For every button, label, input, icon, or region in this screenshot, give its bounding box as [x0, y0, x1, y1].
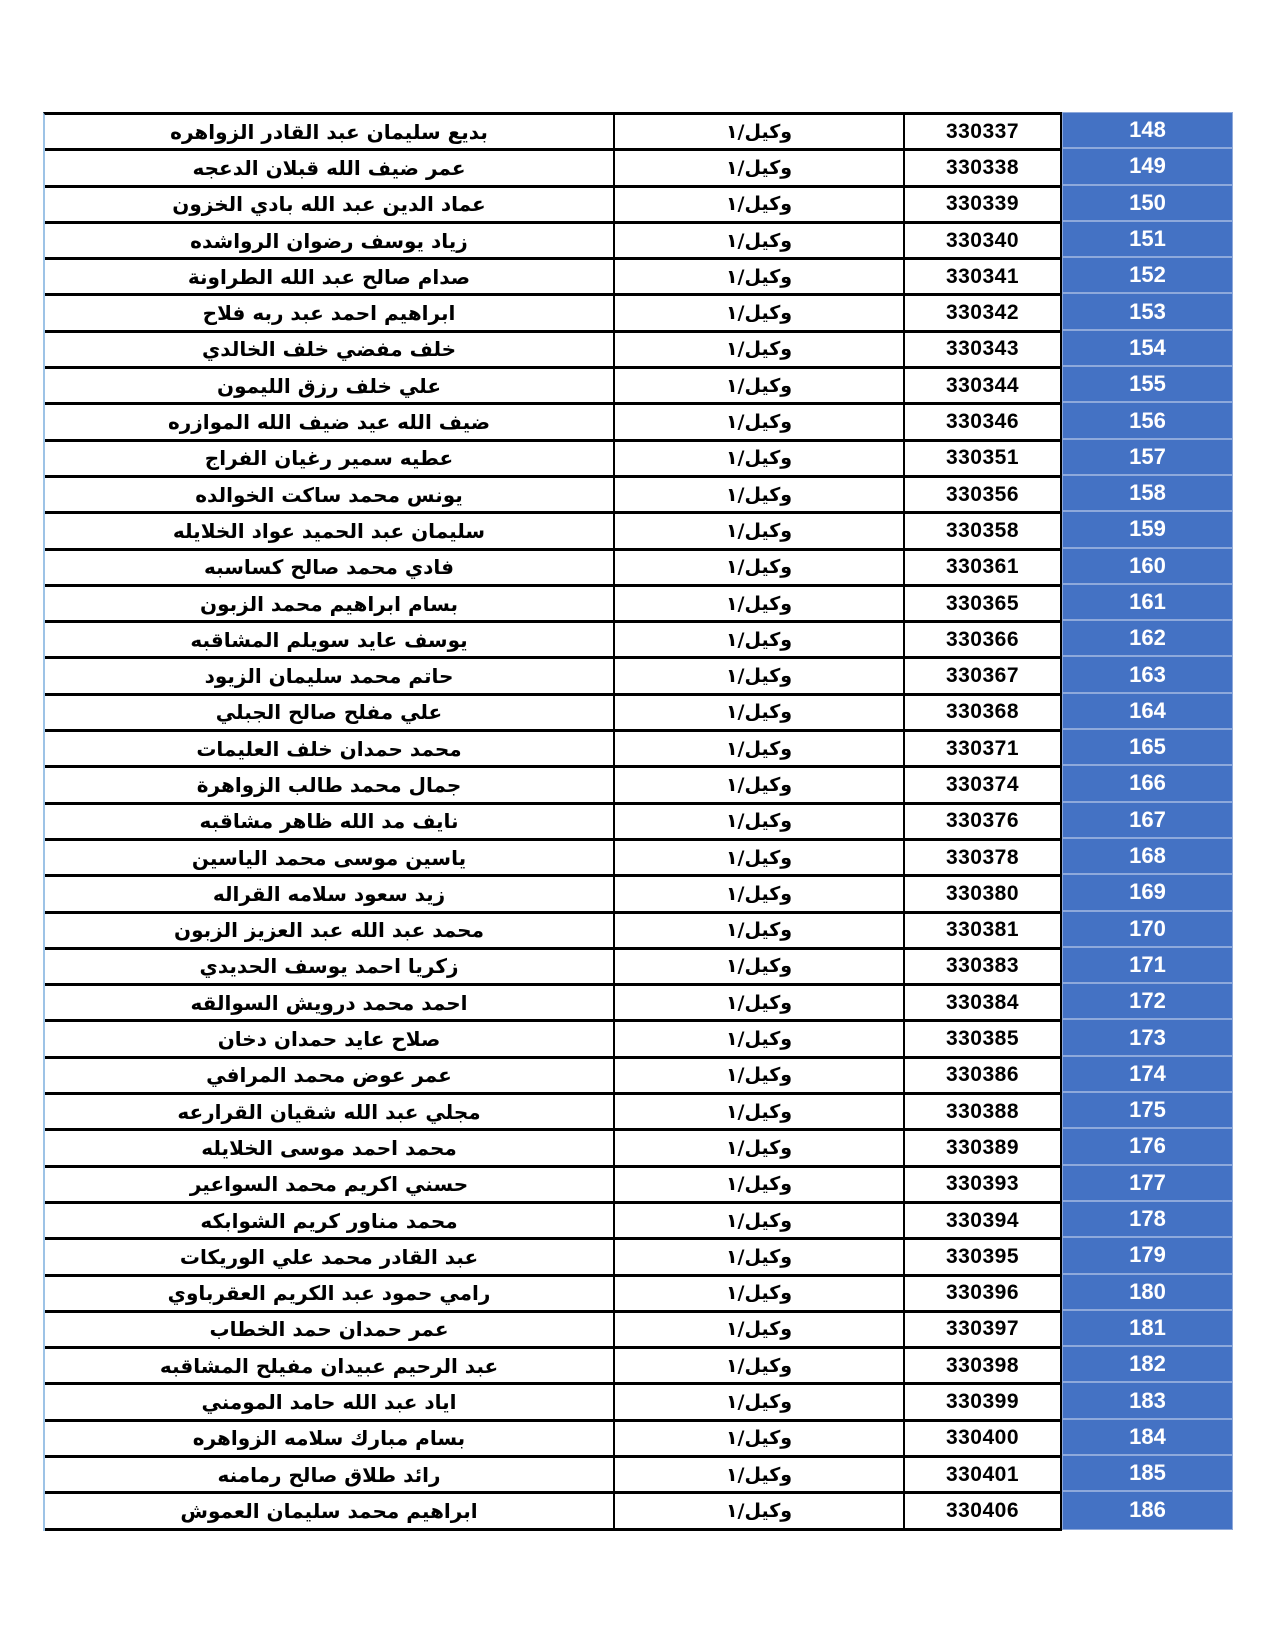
serial-cell: 330397	[905, 1313, 1062, 1349]
rank-cell: وكيل/١	[615, 442, 905, 478]
row-number-cell: 159	[1063, 512, 1232, 548]
serial-cell: 330384	[905, 986, 1062, 1022]
rank-cell: وكيل/١	[615, 296, 905, 332]
row-number-cell: 171	[1063, 948, 1232, 984]
name-cell: عبد القادر محمد علي الوريكات	[45, 1240, 615, 1276]
rank-cell: وكيل/١	[615, 1277, 905, 1313]
rank-cell: وكيل/١	[615, 224, 905, 260]
row-number-cell: 180	[1063, 1275, 1232, 1311]
name-cell: صدام صالح عبد الله الطراونة	[45, 260, 615, 296]
serial-cell: 330394	[905, 1204, 1062, 1240]
name-cell: سليمان عبد الحميد عواد الخلايله	[45, 514, 615, 550]
serial-cell: 330341	[905, 260, 1062, 296]
row-number-cell: 152	[1063, 258, 1232, 294]
name-cell: زيد سعود سلامه القراله	[45, 877, 615, 913]
row-number-cell: 161	[1063, 585, 1232, 621]
rank-cell: وكيل/١	[615, 1168, 905, 1204]
row-number-cell: 166	[1063, 766, 1232, 802]
serial-cell: 330371	[905, 732, 1062, 768]
row-number-cell: 186	[1063, 1492, 1232, 1528]
serial-cell: 330399	[905, 1385, 1062, 1421]
row-number-cell: 149	[1063, 149, 1232, 185]
row-number-cell: 163	[1063, 657, 1232, 693]
rank-cell: وكيل/١	[615, 188, 905, 224]
rank-cell: وكيل/١	[615, 151, 905, 187]
name-cell: عمر حمدان حمد الخطاب	[45, 1313, 615, 1349]
roster-table	[43, 112, 1062, 1531]
name-cell: يونس محمد ساكت الخوالده	[45, 478, 615, 514]
name-cell: ابراهيم احمد عبد ربه فلاح	[45, 296, 615, 332]
row-number-cell: 179	[1063, 1238, 1232, 1274]
name-cell: عطيه سمير رغيان الفراج	[45, 442, 615, 478]
name-cell: بسام مبارك سلامه الزواهره	[45, 1422, 615, 1458]
rank-cell: وكيل/١	[615, 1240, 905, 1276]
row-number-cell: 153	[1063, 294, 1232, 330]
serial-cell: 330389	[905, 1131, 1062, 1167]
serial-cell: 330386	[905, 1059, 1062, 1095]
name-cell: محمد حمدان خلف العليمات	[45, 732, 615, 768]
name-cell: خلف مفضي خلف الخالدي	[45, 333, 615, 369]
roster-index-column	[1062, 112, 1233, 1530]
row-number-cell: 167	[1063, 803, 1232, 839]
rank-cell: وكيل/١	[615, 587, 905, 623]
name-cell: زياد يوسف رضوان الرواشده	[45, 224, 615, 260]
rank-cell: وكيل/١	[615, 732, 905, 768]
rank-cell: وكيل/١	[615, 1349, 905, 1385]
rank-cell: وكيل/١	[615, 768, 905, 804]
name-cell: بديع سليمان عبد القادر الزواهره	[45, 115, 615, 151]
row-number-cell: 183	[1063, 1383, 1232, 1419]
row-number-cell: 165	[1063, 730, 1232, 766]
serial-cell: 330381	[905, 914, 1062, 950]
serial-cell: 330343	[905, 333, 1062, 369]
row-number-cell: 148	[1063, 113, 1232, 149]
serial-cell: 330338	[905, 151, 1062, 187]
name-cell: عبد الرحيم عبيدان مفيلح المشاقبه	[45, 1349, 615, 1385]
serial-cell: 330401	[905, 1458, 1062, 1494]
serial-cell: 330367	[905, 659, 1062, 695]
rank-cell: وكيل/١	[615, 405, 905, 441]
serial-cell: 330358	[905, 514, 1062, 550]
serial-cell: 330356	[905, 478, 1062, 514]
name-cell: محمد عبد الله عبد العزيز الزبون	[45, 914, 615, 950]
serial-cell: 330378	[905, 841, 1062, 877]
name-cell: جمال محمد طالب الزواهرة	[45, 768, 615, 804]
name-cell: زكريا احمد يوسف الحديدي	[45, 950, 615, 986]
rank-cell: وكيل/١	[615, 1204, 905, 1240]
name-cell: محمد مناور كريم الشوابكه	[45, 1204, 615, 1240]
serial-cell: 330342	[905, 296, 1062, 332]
rank-cell: وكيل/١	[615, 1059, 905, 1095]
row-number-cell: 185	[1063, 1456, 1232, 1492]
name-cell: حاتم محمد سليمان الزيود	[45, 659, 615, 695]
rank-cell: وكيل/١	[615, 877, 905, 913]
rank-cell: وكيل/١	[615, 333, 905, 369]
name-cell: مجلي عبد الله شقيان القرارعه	[45, 1095, 615, 1131]
serial-cell: 330385	[905, 1022, 1062, 1058]
row-number-cell: 158	[1063, 476, 1232, 512]
name-cell: رائد طلاق صالح رمامنه	[45, 1458, 615, 1494]
rank-cell: وكيل/١	[615, 1422, 905, 1458]
serial-cell: 330366	[905, 623, 1062, 659]
rank-cell: وكيل/١	[615, 478, 905, 514]
name-cell: صلاح عايد حمدان دخان	[45, 1022, 615, 1058]
row-number-cell: 150	[1063, 186, 1232, 222]
rank-cell: وكيل/١	[615, 1385, 905, 1421]
name-cell: محمد احمد موسى الخلايله	[45, 1131, 615, 1167]
serial-cell: 330351	[905, 442, 1062, 478]
rank-cell: وكيل/١	[615, 950, 905, 986]
name-cell: حسني اكريم محمد السواعير	[45, 1168, 615, 1204]
row-number-cell: 172	[1063, 984, 1232, 1020]
serial-cell: 330346	[905, 405, 1062, 441]
name-cell: يوسف عايد سويلم المشاقبه	[45, 623, 615, 659]
serial-cell: 330380	[905, 877, 1062, 913]
row-number-cell: 155	[1063, 367, 1232, 403]
rank-cell: وكيل/١	[615, 1095, 905, 1131]
name-cell: عماد الدين عبد الله بادي الخزون	[45, 188, 615, 224]
rank-cell: وكيل/١	[615, 115, 905, 151]
serial-cell: 330376	[905, 805, 1062, 841]
serial-cell: 330365	[905, 587, 1062, 623]
serial-cell: 330400	[905, 1422, 1062, 1458]
serial-cell: 330374	[905, 768, 1062, 804]
rank-cell: وكيل/١	[615, 1022, 905, 1058]
rank-cell: وكيل/١	[615, 805, 905, 841]
row-number-cell: 181	[1063, 1311, 1232, 1347]
serial-cell: 330406	[905, 1494, 1062, 1530]
serial-cell: 330383	[905, 950, 1062, 986]
rank-cell: وكيل/١	[615, 659, 905, 695]
name-cell: اياد عبد الله حامد المومني	[45, 1385, 615, 1421]
row-number-cell: 178	[1063, 1202, 1232, 1238]
serial-cell: 330361	[905, 551, 1062, 587]
row-number-cell: 164	[1063, 694, 1232, 730]
name-cell: عمر ضيف الله قبلان الدعجه	[45, 151, 615, 187]
row-number-cell: 168	[1063, 839, 1232, 875]
row-number-cell: 169	[1063, 875, 1232, 911]
name-cell: ضيف الله عيد ضيف الله الموازره	[45, 405, 615, 441]
row-number-cell: 154	[1063, 331, 1232, 367]
name-cell: ياسين موسى محمد الياسين	[45, 841, 615, 877]
name-cell: احمد محمد درويش السوالقه	[45, 986, 615, 1022]
rank-cell: وكيل/١	[615, 1131, 905, 1167]
rank-cell: وكيل/١	[615, 914, 905, 950]
rank-cell: وكيل/١	[615, 623, 905, 659]
row-number-cell: 160	[1063, 549, 1232, 585]
name-cell: علي خلف رزق الليمون	[45, 369, 615, 405]
rank-cell: وكيل/١	[615, 1313, 905, 1349]
serial-cell: 330388	[905, 1095, 1062, 1131]
row-number-cell: 182	[1063, 1347, 1232, 1383]
rank-cell: وكيل/١	[615, 514, 905, 550]
name-cell: عمر عوض محمد المرافي	[45, 1059, 615, 1095]
rank-cell: وكيل/١	[615, 1458, 905, 1494]
row-number-cell: 174	[1063, 1057, 1232, 1093]
serial-cell: 330340	[905, 224, 1062, 260]
serial-cell: 330339	[905, 188, 1062, 224]
serial-cell: 330368	[905, 696, 1062, 732]
rank-cell: وكيل/١	[615, 986, 905, 1022]
rank-cell: وكيل/١	[615, 841, 905, 877]
name-cell: ابراهيم محمد سليمان العموش	[45, 1494, 615, 1530]
serial-cell: 330344	[905, 369, 1062, 405]
serial-cell: 330337	[905, 115, 1062, 151]
row-number-cell: 177	[1063, 1166, 1232, 1202]
serial-cell: 330396	[905, 1277, 1062, 1313]
serial-cell: 330393	[905, 1168, 1062, 1204]
row-number-cell: 157	[1063, 440, 1232, 476]
row-number-cell: 184	[1063, 1420, 1232, 1456]
rank-cell: وكيل/١	[615, 696, 905, 732]
name-cell: نايف مد الله ظاهر مشاقبه	[45, 805, 615, 841]
rank-cell: وكيل/١	[615, 369, 905, 405]
row-number-cell: 175	[1063, 1093, 1232, 1129]
serial-cell: 330395	[905, 1240, 1062, 1276]
row-number-cell: 156	[1063, 403, 1232, 439]
serial-cell: 330398	[905, 1349, 1062, 1385]
row-number-cell: 151	[1063, 222, 1232, 258]
rank-cell: وكيل/١	[615, 1494, 905, 1530]
rank-cell: وكيل/١	[615, 260, 905, 296]
name-cell: فادي محمد صالح كساسبه	[45, 551, 615, 587]
rank-cell: وكيل/١	[615, 551, 905, 587]
name-cell: بسام ابراهيم محمد الزبون	[45, 587, 615, 623]
row-number-cell: 162	[1063, 621, 1232, 657]
row-number-cell: 173	[1063, 1020, 1232, 1056]
name-cell: رامي حمود عبد الكريم العقرباوي	[45, 1277, 615, 1313]
row-number-cell: 176	[1063, 1129, 1232, 1165]
row-number-cell: 170	[1063, 912, 1232, 948]
name-cell: علي مفلح صالح الجبلي	[45, 696, 615, 732]
